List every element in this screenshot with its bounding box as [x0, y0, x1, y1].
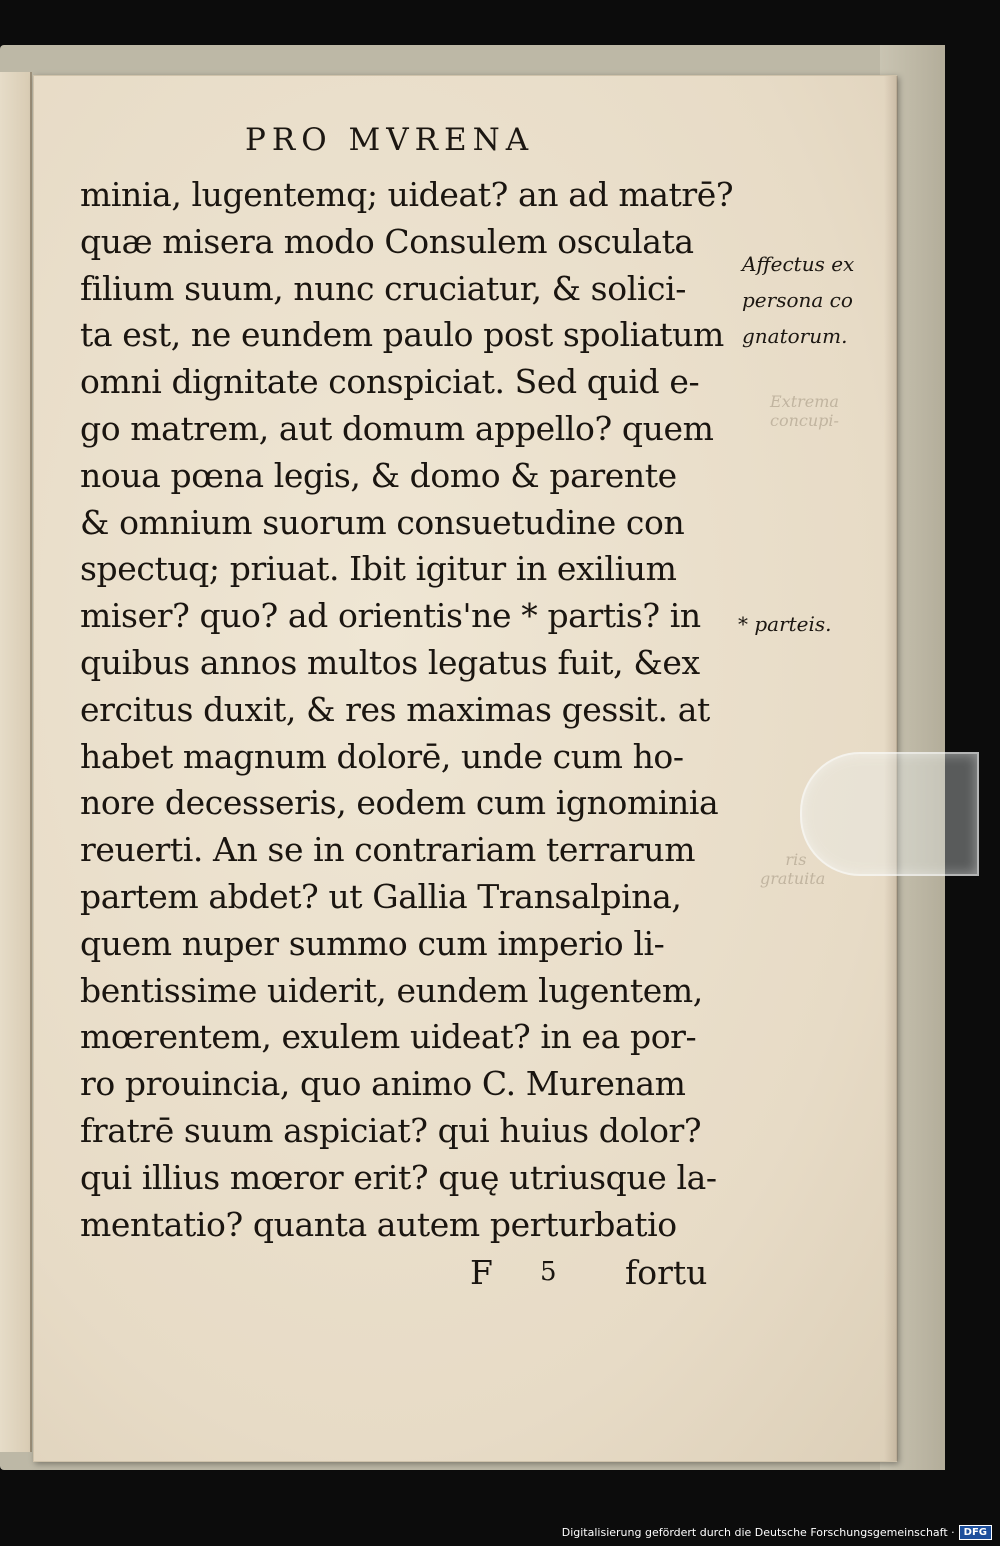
- folio-number: 5: [540, 1257, 557, 1287]
- text-line: filium suum, nunc cruciatur, & solici-: [80, 268, 686, 308]
- plastic-page-clip: [800, 752, 979, 876]
- text-line: quibus annos multos legatus fuit, &ex: [80, 642, 700, 682]
- margin-note-line: Affectus ex: [742, 252, 855, 276]
- text-line: nore decesseris, eodem cum ignominia: [80, 783, 719, 823]
- body-text: [80, 172, 740, 1248]
- text-line: go matrem, aut domum appello? quem: [80, 408, 714, 448]
- text-line: bentissime uiderit, eundem lugentem,: [80, 970, 703, 1010]
- text-line: partem abdet? ut Gallia Transalpina,: [80, 876, 682, 916]
- dfg-logo: DFG: [959, 1525, 992, 1540]
- footer-text: Digitalisierung gefördert durch die Deutsche Forschungsgemeinschaft ·: [561, 1526, 955, 1539]
- text-line: & omnium suorum consuetudine con: [80, 502, 685, 542]
- margin-note-affectus: [742, 246, 854, 354]
- left-leaf-edge: [0, 72, 32, 1452]
- text-line: reuerti. An se in contrariam terrarum: [80, 830, 696, 870]
- text-line: habet magnum dolorē, unde cum ho-: [80, 736, 684, 776]
- catchword: fortu: [625, 1253, 708, 1292]
- margin-note-line: gnatorum.: [742, 324, 848, 348]
- text-line: ercitus duxit, & res maximas gessit. at: [80, 689, 710, 729]
- text-line: mœrentem, exulem uideat? in ea por-: [80, 1017, 697, 1057]
- text-line: quæ misera modo Consulem osculata: [80, 221, 694, 261]
- text-line: noua pœna legis, & domo & parente: [80, 455, 677, 495]
- text-line: mentatio? quanta autem perturbatio: [80, 1204, 677, 1244]
- signature-line: [470, 1247, 720, 1297]
- digitization-footer: [562, 1525, 992, 1540]
- show-through-text: ris gratuita: [760, 850, 826, 888]
- text-line: omni dignitate conspiciat. Sed quid e-: [80, 362, 700, 402]
- text-line: minia, lugentemq; uideat? an ad matrē?: [80, 175, 734, 214]
- text-line: ro prouincia, quo animo C. Murenam: [80, 1064, 686, 1104]
- margin-note-parteis: * parteis.: [738, 612, 832, 636]
- text-line: quem nuper summo cum imperio li-: [80, 923, 665, 963]
- margin-note-line: persona co: [742, 288, 853, 312]
- text-line: ta est, ne eundem paulo post spoliatum: [80, 315, 724, 355]
- text-line: fratrē suum aspiciat? qui huius dolor?: [80, 1110, 702, 1150]
- show-through-text: Extrema concupi-: [770, 392, 839, 430]
- text-line: spectuq; priuat. Ibit igitur in exilium: [80, 549, 677, 589]
- text-line: qui illius mœror erit? quę utriusque la-: [80, 1157, 717, 1197]
- text-line: miser? quo? ad orientis'ne * partis? in: [80, 596, 701, 636]
- signature-mark: F: [470, 1253, 493, 1292]
- running-head: PRO MVRENA: [245, 122, 535, 158]
